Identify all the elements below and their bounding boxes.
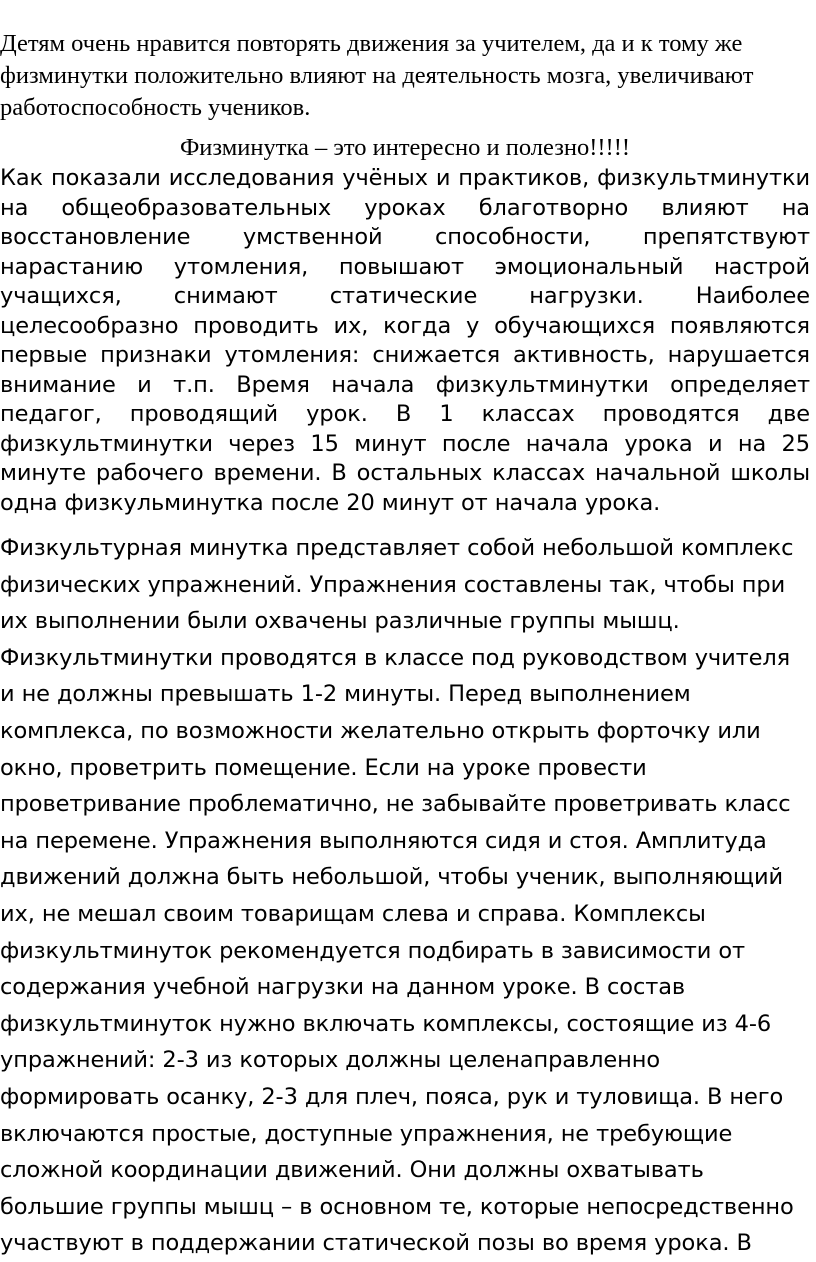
motto-line: Физминутка – это интересно и полезно!!!!! — [179, 134, 631, 161]
intro-paragraph: Детям очень нравится повторять движения за учителем, да и к тому же физминутки положительно влияют на деятельность мозга, увеличивают работоспособность учеников. — [0, 30, 754, 121]
research-paragraph: Как показали исследования учёных и практиков, физкультминутки на общеобразовательных уроках благотворно влияют на восстановление умственной способности, препятствуют нарастанию утомления, повышают эмоциональный настрой учащихся, снимают статические нагрузки. Наиболее целесообразно проводить их, когда у обучающихся появляются первые признаки утомления: снижается активность, нарушается внимание и т.п. Время начала физкультминутки определяет педагог, проводящий урок. В 1 классах проводятся две физкультминутки через 15 минут после начала урока и на 25 минуте рабочего времени. В остальных классах начальной школы одна физкульминутка после 20 минут от начала урока. — [0, 165, 810, 516]
main-paragraph: Физкультурная минутка представляет собой небольшой комплекс физических упражнений. Упражнения составлены так, чтобы при их выполнении были охвачены различные группы мышц. Физкультминутки проводятся в классе под руководством учителя и не должны превышать 1-2 минуты. Перед выполнением комплекса, по возможности желательно открыть форточку или окно, проветрить помещение. Если на уроке провести проветривание проблематично, не забывайте проветривать класс на перемене. Упражнения выполняются сидя и стоя. Амплитуда движений должна быть небольшой, чтобы ученик, выполняющий их, не мешал своим товарищам слева и справа. Комплексы физкультминуток рекомендуется подбирать в зависимости от содержания учебной нагрузки на данном уроке. В состав физкультминуток нужно включать комплексы, состоящие из 4-6 упражнений: 2-3 из которых должны целенаправленно формировать осанку, 2-3 для плеч, пояса, рук и туловища. В него включаются простые, доступные упражнения, не требующие сложной координации движений. Они должны охватывать большие группы мышц – в основном те, которые непосредственно участвуют в поддержании статической позы во время урока. В — [0, 535, 794, 1257]
